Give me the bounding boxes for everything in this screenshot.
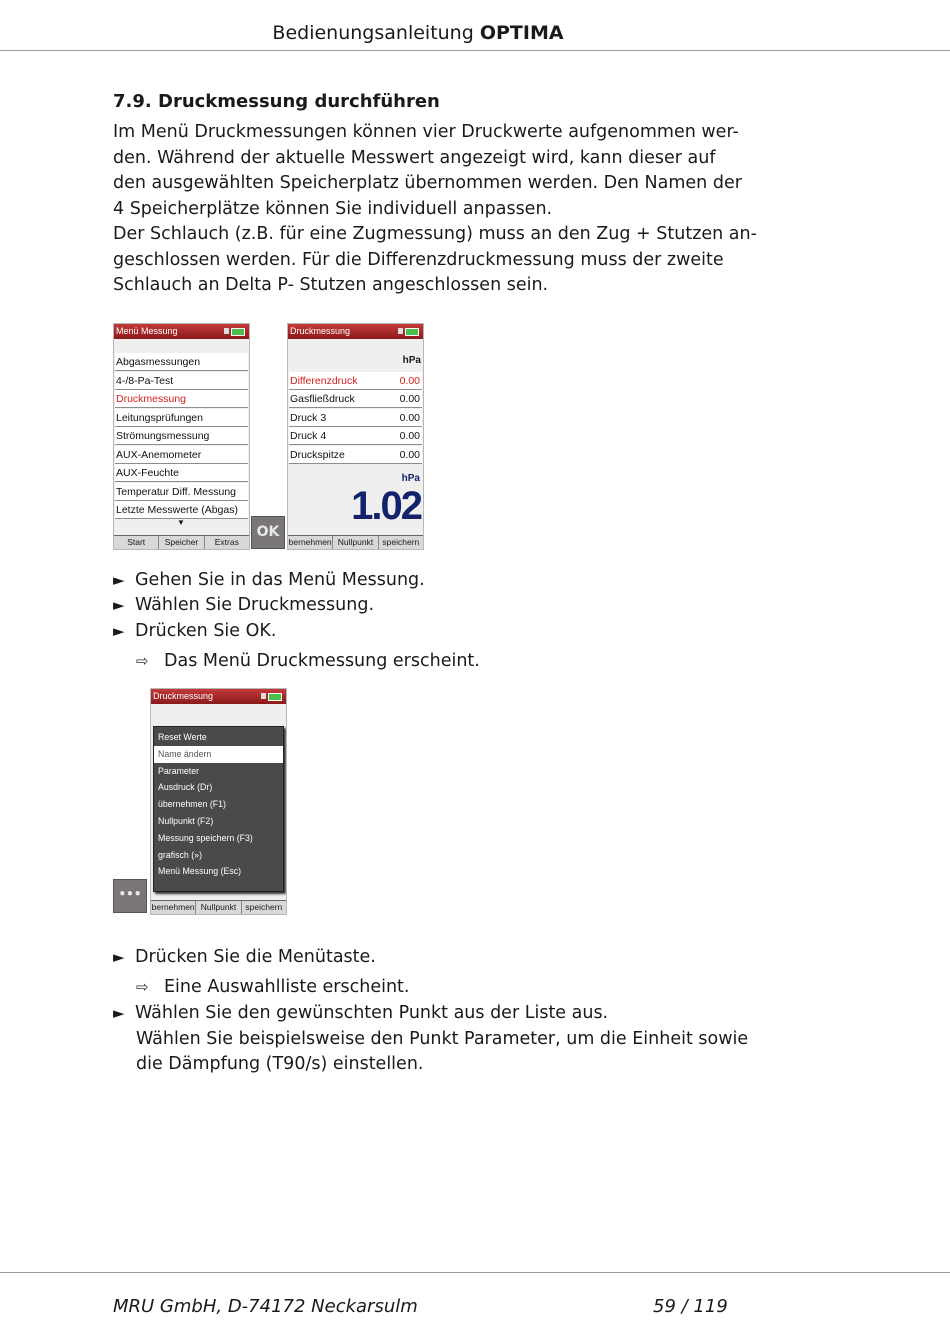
arrow-bullet-icon: ►	[113, 596, 125, 614]
arrow-bullet-icon: ►	[113, 571, 125, 589]
menu-item[interactable]: AUX-Feuchte	[115, 464, 248, 482]
paragraph-line: Der Schlauch (z.B. für eine Zugmessung) muss an den Zug + Stutzen an-	[113, 224, 757, 244]
result-item: ⇨ Eine Auswahlliste erscheint.	[136, 977, 410, 997]
softkey-speichern[interactable]: speichern	[382, 537, 420, 547]
pressure-row[interactable]: Druck 4 0.00	[289, 427, 422, 445]
popup-item[interactable]: grafisch (»)	[158, 849, 202, 860]
footer-rule	[0, 1272, 950, 1273]
paragraph-line: geschlossen werden. Für die Differenzdruckmessung muss der zweite	[113, 249, 724, 270]
result-arrow-icon: ⇨	[136, 978, 149, 996]
softkey-bar	[151, 900, 286, 914]
screen-title: Druckmessung	[290, 326, 351, 336]
softkey-extras[interactable]: Extras	[214, 537, 239, 547]
ok-key-button[interactable]: OK	[251, 516, 285, 549]
softkey-uebernehmen[interactable]: bernehmen	[151, 902, 195, 912]
menu-item[interactable]: Abgasmessungen	[115, 353, 248, 371]
menu-messung-screen	[113, 323, 250, 550]
battery-icon	[405, 328, 419, 336]
popup-item[interactable]: Messung speichern (F3)	[158, 832, 253, 843]
paragraph-line: den ausgewählten Speicherplatz übernommen werden. Den Namen der	[113, 173, 742, 193]
screen-title: Menü Messung	[116, 326, 178, 336]
popup-item[interactable]: Parameter	[158, 765, 200, 776]
druckmessung-popup-screen	[150, 688, 287, 915]
battery-icon	[268, 693, 282, 701]
intro-paragraph	[113, 120, 757, 299]
lock-icon	[398, 328, 403, 334]
softkey-start[interactable]: Start	[114, 536, 159, 549]
popup-item[interactable]: Reset Werte	[158, 732, 207, 742]
battery-icon	[231, 328, 245, 336]
section-number: 7.9.	[113, 91, 152, 112]
popup-item[interactable]: Ausdruck (Dr)	[158, 782, 213, 793]
pressure-row[interactable]: Druckspitze 0.00	[289, 446, 422, 464]
paragraph-line: Schlauch an Delta P- Stutzen angeschlossen sein.	[113, 275, 549, 295]
menu-key-button[interactable]: •••	[113, 879, 147, 913]
screen-title: Druckmessung	[153, 691, 214, 701]
screen-titlebar	[151, 689, 286, 704]
header-rule	[0, 50, 950, 51]
arrow-bullet-icon: ►	[113, 622, 125, 640]
softkey-nullpunkt[interactable]: Nullpunkt	[196, 901, 241, 914]
menu-item[interactable]: Strömungsmessung	[115, 427, 248, 445]
unit-header: hPa	[402, 355, 421, 366]
arrow-bullet-icon: ►	[113, 948, 125, 966]
softkey-bar	[288, 535, 423, 549]
step-continuation: Wählen Sie beispielsweise den Punkt Parameter, um die Einheit sowie	[136, 1029, 749, 1049]
popup-item[interactable]: Nullpunkt (F2)	[158, 815, 214, 826]
step-item: ► Drücken Sie OK.	[113, 621, 277, 641]
paragraph-line: 4 Speicherplätze können Sie individuell anpassen.	[113, 198, 553, 219]
pressure-row[interactable]: Gasfließdruck 0.00	[289, 390, 422, 408]
lock-icon	[224, 328, 229, 334]
header-product: OPTIMA	[479, 22, 564, 44]
page-number: 59 / 119	[653, 1296, 728, 1317]
big-unit: hPa	[401, 473, 420, 484]
softkey-uebernehmen[interactable]: bernehmen	[288, 537, 332, 547]
arrow-bullet-icon: ►	[113, 1004, 125, 1022]
softkey-nullpunkt[interactable]: Nullpunkt	[333, 536, 378, 549]
paragraph-line: Im Menü Druckmessungen können vier Druckwerte aufgenommen wer-	[113, 122, 739, 142]
popup-item-highlighted[interactable]: Name ändern	[154, 746, 283, 763]
popup-item[interactable]: übernehmen (F1)	[158, 799, 226, 810]
screen-titlebar	[288, 324, 423, 339]
menu-item[interactable]: Temperatur Diff. Messung	[115, 483, 248, 501]
current-pressure-value: 1.02	[351, 484, 421, 528]
paragraph-line: den. Während der aktuelle Messwert angezeigt wird, kann dieser auf	[113, 147, 716, 168]
druckmessung-screen	[287, 323, 424, 550]
scroll-down-icon[interactable]: ▼	[177, 518, 185, 527]
step-item: ► Wählen Sie den gewünschten Punkt aus der Liste aus.	[113, 1003, 609, 1023]
running-header	[0, 22, 836, 44]
step-item: ► Wählen Sie Druckmessung.	[113, 595, 375, 615]
menu-item-selected[interactable]: Druckmessung	[115, 390, 248, 408]
screen-titlebar	[114, 324, 249, 339]
pressure-row[interactable]: Druck 3 0.00	[289, 409, 422, 427]
popup-item[interactable]: Menü Messung (Esc)	[158, 866, 242, 877]
lock-icon	[261, 693, 266, 699]
result-arrow-icon: ⇨	[136, 652, 149, 670]
step-item: ► Drücken Sie die Menütaste.	[113, 947, 376, 967]
menu-item[interactable]: Leitungsprüfungen	[115, 409, 248, 427]
softkey-speichern[interactable]: speichern	[245, 902, 283, 912]
softkey-speicher[interactable]: Speicher	[159, 536, 204, 549]
step-item: ► Gehen Sie in das Menü Messung.	[113, 570, 425, 590]
pressure-row-selected[interactable]: Differenzdruck 0.00	[289, 372, 422, 390]
step-continuation: die Dämpfung (T90/s) einstellen.	[136, 1054, 424, 1074]
result-item: ⇨ Das Menü Druckmessung erscheint.	[136, 651, 480, 671]
section-heading	[113, 91, 440, 112]
footer-company: MRU GmbH, D-74172 Neckarsulm	[113, 1296, 418, 1317]
softkey-bar	[114, 535, 249, 549]
context-menu-popup	[153, 726, 284, 892]
header-prefix: Bedienungsanleitung	[272, 22, 474, 44]
menu-item[interactable]: 4-/8-Pa-Test	[115, 372, 248, 390]
menu-item[interactable]: Letzte Messwerte (Abgas)	[115, 501, 248, 519]
menu-item[interactable]: AUX-Anemometer	[115, 446, 248, 464]
section-title: Druckmessung durchführen	[158, 91, 440, 112]
